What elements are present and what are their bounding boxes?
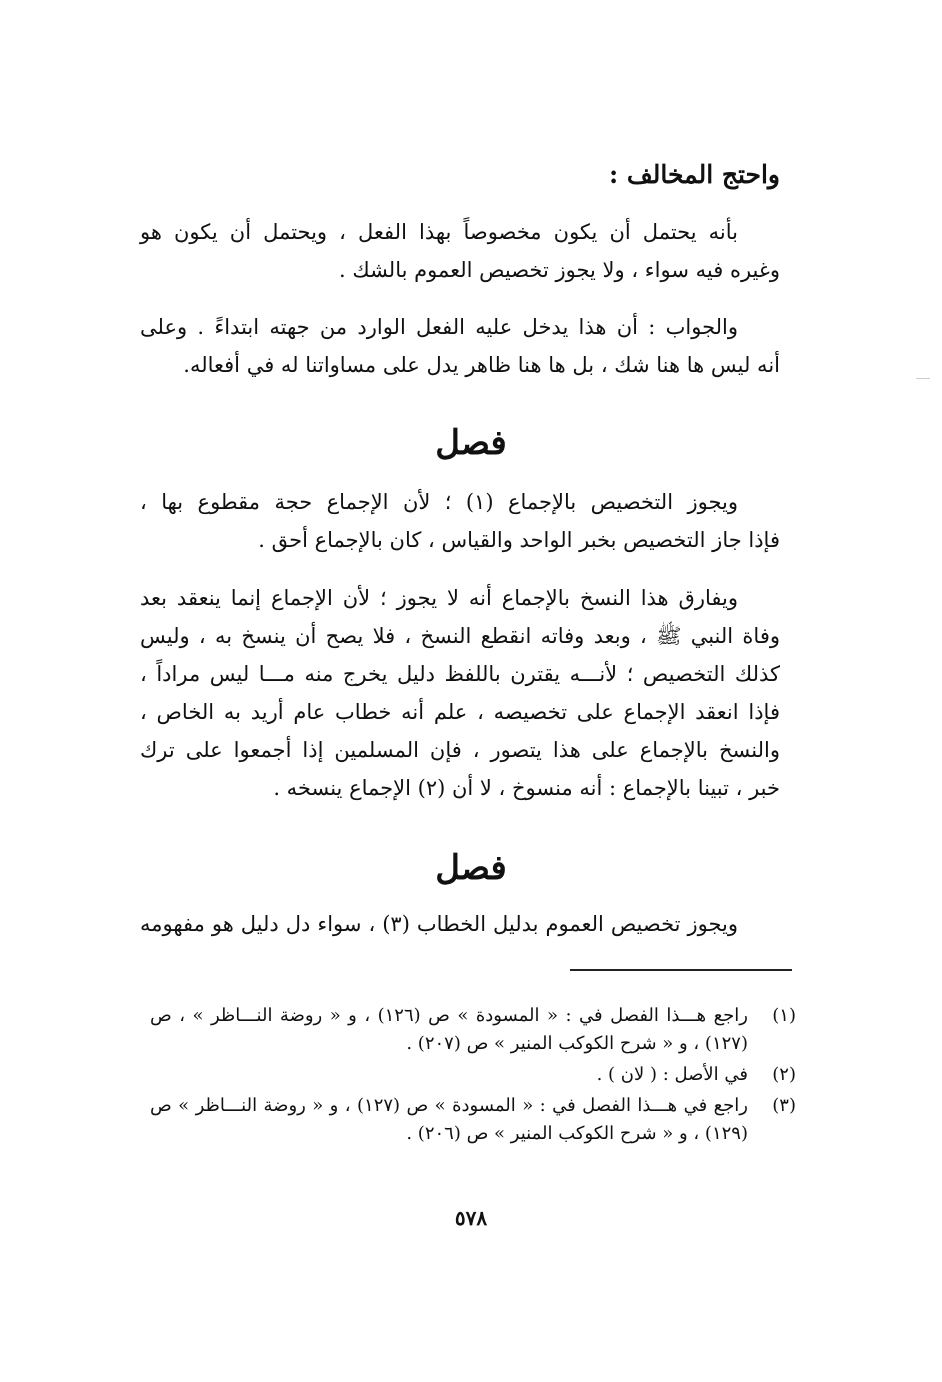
paragraph-line: والنسخ بالإجماع على هذا يتصور ، فإن المسلمين إذا أجمعوا على ترك xyxy=(140,738,780,762)
scan-margin-mark xyxy=(916,378,930,379)
footnote xyxy=(150,1002,796,1058)
footnote-line: في الأصل : ( لان ) . xyxy=(596,1064,748,1085)
footnote-line: (١٢٩) ، و « شرح الكوكب المنير » ص (٢٠٦) . xyxy=(406,1123,748,1144)
paragraph-line: فإذا انعقد الإجماع على تخصيصه ، علم أنه خطاب عام أريد به الخاص ، xyxy=(140,700,780,724)
paragraph-line: ويفارق هذا النسخ بالإجماع أنه لا يجوز ؛ لأن الإجماع إنما ينعقد بعد xyxy=(140,586,738,610)
footnote-number: (٣) xyxy=(772,1095,796,1116)
footnote-line: راجع هـــذا الفصل في : « المسودة » ص (١٢٦) ، و « روضة النـــاظر » ، ص xyxy=(150,1005,748,1026)
paragraph-4 xyxy=(140,579,780,807)
paragraph-line: وغيره فيه سواء ، ولا يجوز تخصيص العموم بالشك . xyxy=(339,258,780,282)
section-subheading: واحتج المخالف : xyxy=(608,160,780,189)
paragraph-2 xyxy=(140,308,780,384)
footnote xyxy=(150,1092,796,1148)
footnote-line: (١٢٧) ، و « شرح الكوكب المنير » ص (٢٠٧) . xyxy=(406,1033,748,1054)
footnote xyxy=(150,1061,796,1089)
footnotes xyxy=(150,1002,796,1151)
footnote-number: (٢) xyxy=(772,1064,796,1085)
paragraph-line: كذلك التخصيص ؛ لأنـــه يقترن باللفظ دليل يخرج منه مـــا ليس مراداً ، xyxy=(140,662,780,686)
paragraph-line: بأنه يحتمل أن يكون مخصوصاً بهذا الفعل ، ويحتمل أن يكون هو xyxy=(140,220,738,244)
page-number: ٥٧٨ xyxy=(454,1206,488,1230)
paragraph-line: ويجوز تخصيص العموم بدليل الخطاب (٣) ، سواء دل دليل هو مفهومه xyxy=(140,912,738,936)
footnote-number: (١) xyxy=(772,1005,796,1026)
paragraph-line: خبر ، تبينا بالإجماع : أنه منسوخ ، لا أن (٢) الإجماع ينسخه . xyxy=(273,776,780,800)
paragraph-3 xyxy=(140,483,780,559)
paragraph-line: أنه ليس ها هنا شك ، بل ها هنا ظاهر يدل على مساواتنا له في أفعاله. xyxy=(183,353,780,377)
section-heading-1: فصل xyxy=(435,423,507,463)
paragraph-line: ويجوز التخصيص بالإجماع (١) ؛ لأن الإجماع حجة مقطوع بها ، xyxy=(140,490,738,514)
paragraph-line: والجواب : أن هذا يدخل عليه الفعل الوارد من جهته ابتداءً . وعلى xyxy=(140,315,738,339)
footnote-separator xyxy=(570,969,792,971)
footnote-line: راجع في هـــذا الفصل في : « المسودة » ص (١٢٧) ، و « روضة النـــاظر » ص xyxy=(150,1095,748,1116)
section-heading-2: فصل xyxy=(435,848,507,888)
paragraph-line: وفاة النبي ﷺ ، وبعد وفاته انقطع النسخ ، فلا يصح أن ينسخ به ، وليس xyxy=(140,624,780,648)
paragraph-5 xyxy=(140,905,780,943)
paragraph-1 xyxy=(140,213,780,289)
paragraph-line: فإذا جاز التخصيص بخبر الواحد والقياس ، كان بالإجماع أحق . xyxy=(258,528,780,552)
